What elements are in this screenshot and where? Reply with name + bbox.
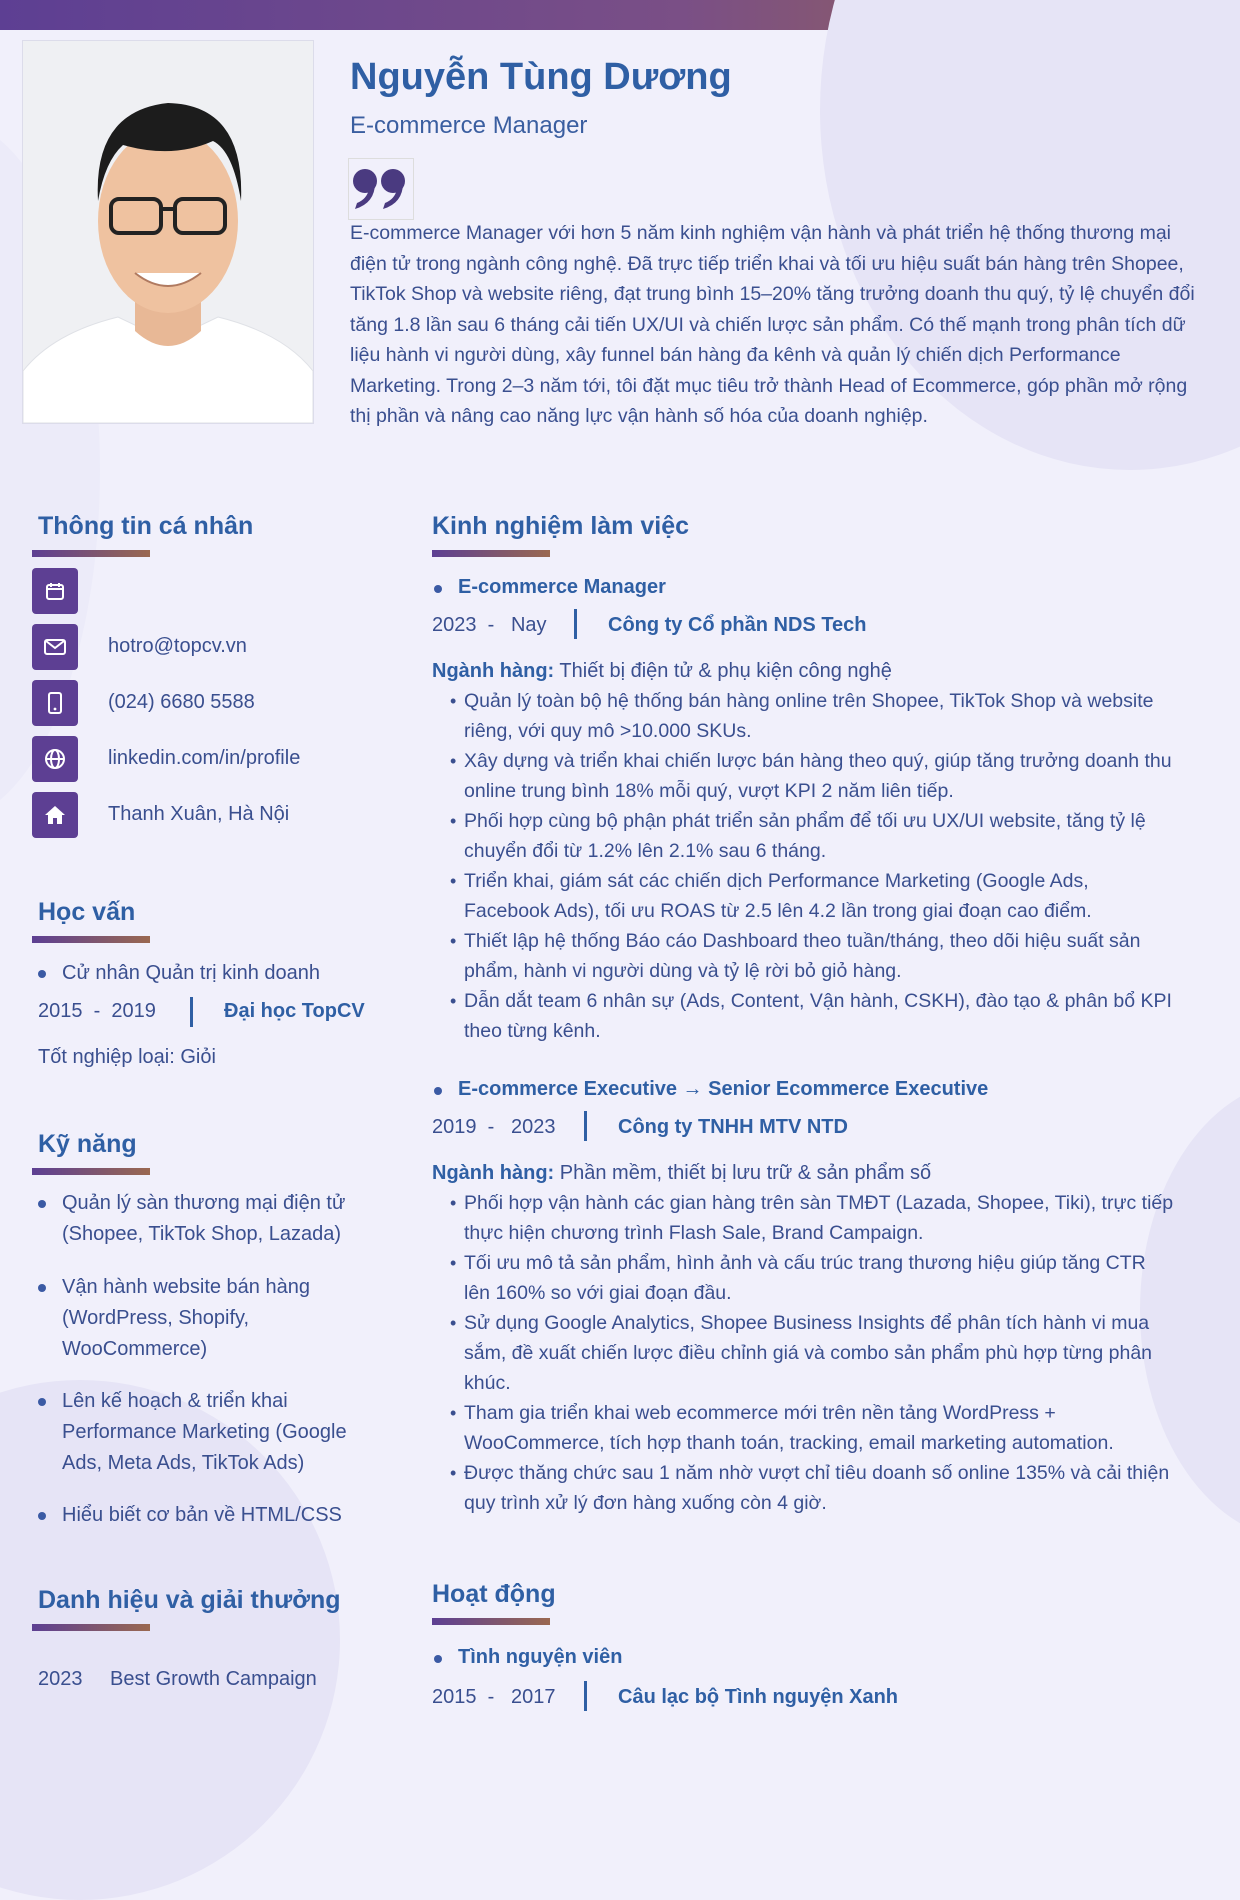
- job-task: • Xây dựng và triển khai chiến lược bán hàng theo quý, giúp tăng trưởng doanh thu online trung bình 18% mỗi quý, vượt KPI 2 năm liên tiếp.: [434, 746, 1174, 806]
- section-title-education: Học vấn: [38, 898, 136, 926]
- section-title-personal: Thông tin cá nhân: [38, 512, 254, 540]
- phone-icon: [32, 680, 78, 726]
- section-title-experience: Kinh nghiệm làm việc: [432, 512, 690, 540]
- job-task: • Sử dụng Google Analytics, Shopee Business Insights để phân tích hành vi mua sắm, đề xuất chiến lược điều chỉnh giá và combo sản phẩm phù hợp từng phân khúc.: [434, 1308, 1174, 1398]
- contact-website: [32, 736, 352, 782]
- job-task: • Triển khai, giám sát các chiến dịch Performance Marketing (Google Ads, Facebook Ads), tối ưu ROAS từ 2.5 lên 4.2 lần trong giai đoạn cao điểm.: [434, 866, 1174, 926]
- job-task: • Dẫn dắt team 6 nhân sự (Ads, Content, Vận hành, CSKH), đào tạo & phân bổ KPI theo từng kênh.: [434, 986, 1174, 1046]
- home-icon: [32, 792, 78, 838]
- candidate-name: Nguyễn Tùng Dương: [350, 56, 732, 98]
- job-task: • Phối hợp vận hành các gian hàng trên sàn TMĐT (Lazada, Shopee, Tiki), trực tiếp thực hiện chương trình Flash Sale, Brand Campaign.: [434, 1188, 1174, 1248]
- job-company: Công ty TNHH MTV NTD: [618, 1116, 848, 1138]
- calendar-icon: [32, 568, 78, 614]
- job-task-list: [434, 686, 1174, 1046]
- section-underline: [32, 1624, 150, 1631]
- divider: [574, 609, 577, 639]
- divider: [190, 997, 193, 1027]
- job-title: E-commerce Executive → Senior Ecommerce Executive: [458, 1078, 989, 1100]
- job-period: 2023 - Nay: [432, 614, 547, 636]
- website-text[interactable]: linkedin.com/in/profile: [108, 747, 301, 769]
- skill-item: Lên kế hoạch & triển khai Performance Marketing (Google Ads, Meta Ads, TikTok Ads): [62, 1386, 347, 1479]
- divider: [584, 1681, 587, 1711]
- email-text[interactable]: hotro@topcv.vn: [108, 635, 247, 657]
- job-industry: Ngành hàng: Thiết bị điện tử & phụ kiện công nghệ: [432, 660, 892, 682]
- section-underline: [32, 936, 150, 943]
- globe-icon: [32, 736, 78, 782]
- job-task-list: [434, 1188, 1174, 1518]
- education-period: 2015 - 2019: [38, 1000, 156, 1022]
- divider: [584, 1111, 587, 1141]
- phone-text[interactable]: (024) 6680 5588: [108, 691, 255, 713]
- award-name: Best Growth Campaign: [110, 1668, 317, 1690]
- job-title: E-commerce Manager: [458, 576, 666, 598]
- activity-period: 2015 - 2017: [432, 1686, 556, 1708]
- activity-org: Câu lạc bộ Tình nguyện Xanh: [618, 1686, 899, 1708]
- skill-item: Hiểu biết cơ bản về HTML/CSS: [62, 1500, 342, 1531]
- section-title-activities: Hoạt động: [432, 1580, 556, 1608]
- candidate-role: E-commerce Manager: [350, 112, 588, 139]
- activity-role: Tình nguyện viên: [458, 1646, 623, 1668]
- career-summary: E-commerce Manager với hơn 5 năm kinh nghiệm vận hành và phát triển hệ thống thương mại điện tử trong ngành công nghệ. Đã trực tiếp triển khai và tối ưu hiệu suất bán hàng trên Shopee, TikTok Shop và website riêng, đạt trung bình 15–20% tăng trưởng doanh thu quý, tỷ lệ chuyển đổi tăng 1.8 lần sau 6 tháng cải tiến UX/UI và chiến lược sản phẩm. Có thế mạnh trong phân tích dữ liệu hành vi người dùng, xây funnel bán hàng đa kênh và quản lý chiến dịch Performance Marketing. Trong 2–3 năm tới, tôi đặt mục tiêu trở thành Head of Ecommerce, góp phần mở rộng thị phần và nâng cao năng lực vận hành số hóa của doanh nghiệp.: [350, 222, 1195, 427]
- profile-photo: [22, 40, 314, 424]
- quote-icon: [348, 158, 414, 220]
- award-year: 2023: [38, 1668, 83, 1690]
- contact-phone: [32, 680, 352, 726]
- education-school: Đại học TopCV: [224, 1000, 365, 1022]
- skill-item: Quản lý sàn thương mại điện tử (Shopee, TikTok Shop, Lazada): [62, 1188, 345, 1250]
- job-task: • Thiết lập hệ thống Báo cáo Dashboard theo tuần/tháng, theo dõi hiệu suất sản phẩm, hành vi người dùng và tỷ lệ rời bỏ giỏ hàng.: [434, 926, 1174, 986]
- skill-item: Vận hành website bán hàng (WordPress, Shopify, WooCommerce): [62, 1272, 310, 1365]
- section-title-skills: Kỹ năng: [38, 1130, 137, 1158]
- job-task: • Phối hợp cùng bộ phận phát triển sản phẩm để tối ưu UX/UI website, tăng tỷ lệ chuyển đổi từ 1.2% lên 2.1% sau 6 tháng.: [434, 806, 1174, 866]
- education-degree: Cử nhân Quản trị kinh doanh: [62, 958, 320, 989]
- job-industry: Ngành hàng: Phần mềm, thiết bị lưu trữ & sản phẩm số: [432, 1162, 932, 1184]
- section-underline: [32, 550, 150, 557]
- section-underline: [432, 550, 550, 557]
- contact-address: [32, 792, 352, 838]
- contact-email: [32, 624, 352, 670]
- job-company: Công ty Cổ phần NDS Tech: [608, 614, 867, 636]
- job-task: • Tối ưu mô tả sản phẩm, hình ảnh và cấu trúc trang thương hiệu giúp tăng CTR lên 160% so với giai đoạn đầu.: [434, 1248, 1174, 1308]
- address-text: Thanh Xuân, Hà Nội: [108, 803, 290, 825]
- job-task: • Tham gia triển khai web ecommerce mới trên nền tảng WordPress + WooCommerce, tích hợp thanh toán, tracking, email marketing automation.: [434, 1398, 1174, 1458]
- job-task: • Được thăng chức sau 1 năm nhờ vượt chỉ tiêu doanh số online 135% và cải thiện quy trình xử lý đơn hàng xuống còn 4 giờ.: [434, 1458, 1174, 1518]
- job-task: • Quản lý toàn bộ hệ thống bán hàng online trên Shopee, TikTok Shop và website riêng, với quy mô >10.000 SKUs.: [434, 686, 1174, 746]
- section-underline: [32, 1168, 150, 1175]
- mail-icon: [32, 624, 78, 670]
- education-note: Tốt nghiệp loại: Giỏi: [38, 1046, 216, 1068]
- contact-birthday: [32, 568, 352, 614]
- job-period: 2019 - 2023: [432, 1116, 556, 1138]
- section-title-awards: Danh hiệu và giải thưởng: [38, 1586, 341, 1614]
- section-underline: [432, 1618, 550, 1625]
